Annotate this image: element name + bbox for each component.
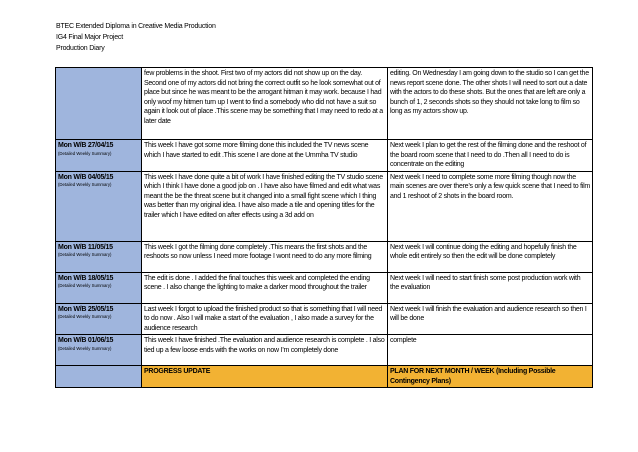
progress-cell: This week I have got some more filming done this included the TV news scene which I have started to edit .This scene I are done at the Ummha TV studio [142, 140, 388, 172]
plan-cell: Next week I plan to get the rest of the filming done and the reshoot of the board room scene that I need to do .Then all I need to do is concentrate on the editing [388, 140, 593, 172]
table-row [56, 272, 593, 303]
plan-cell: Next week I need to complete some more filming though now the main scenes are over there’s only a few quick scene that I need to film and 1 reshoot of 2 shots in the board room. [388, 171, 593, 241]
progress-cell: This week I have done quite a bit of work I have finished editing the TV studio scene which I think I have done a good job on . I have also have filmed and edit what was meant the be the threat scene but it changed into a small fight scene which I thing was better than my original idea. I have also made a tile and opening titles for the trailer which I have edited on after effects using a 3d add on [142, 171, 388, 241]
table-row [56, 140, 593, 172]
week-date: Mon W/B 01/06/15 [58, 337, 114, 344]
week-cell [56, 171, 142, 241]
week-summary-label: (Detailed Weekly Summary) [58, 345, 112, 351]
progress-cell: This week I got the filming done completely .This means the first shots and the reshoots so now unless I need more footage I wont need to do any more filming [142, 241, 388, 272]
week-summary-label: (Detailed Weekly Summary) [58, 252, 112, 257]
diary-title: Production Diary [56, 45, 105, 52]
plan-cell: Next week I will continue doing the editing and hopefully finish the whole edit entirely so then the edit will be done completely [388, 241, 593, 272]
document-header [56, 21, 216, 54]
table-row [56, 303, 593, 335]
table-row [56, 171, 593, 241]
plan-cell: Next week I will need to start finish some post production work with the evaluation [388, 272, 593, 303]
week-cell [56, 241, 142, 272]
week-summary-label: (Detailed Weekly Summary) [58, 182, 112, 187]
table-footer-row [56, 366, 593, 388]
footer-week-cell [56, 366, 142, 388]
progress-cell: Last week I forgot to upload the finished product so that is something that I will need to do now . Also I will make a start of the evaluation , I also made a survey for the audience research [142, 303, 388, 335]
project-title: IG4 Final Major Project [56, 34, 123, 41]
course-title: BTEC Extended Diploma in Creative Media Production [56, 23, 216, 30]
week-date: Mon W/B 27/04/15 [58, 142, 114, 149]
week-date: Mon W/B 04/05/15 [58, 173, 114, 181]
plan-cell: Next week I will finish the evaluation and audience research so then I will be done [388, 303, 593, 335]
progress-update-label: PROGRESS UPDATE [142, 366, 388, 388]
week-cell [56, 68, 142, 140]
progress-cell: The edit is done . I added the final touches this week and completed the ending scene . I also change the lighting to make a darker mood throughout the trailer [142, 272, 388, 303]
week-cell [56, 303, 142, 335]
table-row [56, 241, 593, 272]
table-row [56, 68, 593, 140]
progress-cell: few problems in the shoot. First two of my actors did not show up on the day. Second one of my actors did not bring the correct outfit so he look somewhat out of place but since he was meant to be the arrogant hitman it may work. because I had only woof my hitmen turn up I went to find a somebody who did not have a suit so again it look out of place .This scene may be something that I may need to redo at a later date [142, 68, 388, 140]
week-cell [56, 335, 142, 366]
plan-cell: editing. On Wednesday I am going down to the studio so I can get the news report scene done. The other shots I will need to sort out a date with the actors to do these shots. But the ones that are left are only a bunch of 1, 2 seconds shots so they should not take long to film so long as my actors show up. [388, 68, 593, 140]
plan-cell: complete [388, 335, 593, 366]
week-date: Mon W/B 25/05/15 [58, 305, 114, 313]
week-summary-label: (Detailed Weekly Summary) [58, 314, 112, 319]
plan-label: PLAN FOR NEXT MONTH / WEEK (Including Possible Contingency Plans) [388, 366, 593, 388]
week-summary-label: (Detailed Weekly Summary) [58, 283, 112, 288]
week-date: Mon W/B 11/05/15 [58, 243, 113, 251]
week-cell [56, 272, 142, 303]
production-diary-table [55, 67, 593, 388]
progress-cell: This week I have finished .The evaluation and audience research is complete . I also tied up a few loose ends with the works on now I’m completely done [142, 335, 388, 366]
table-row [56, 335, 593, 366]
week-cell [56, 140, 142, 172]
week-date: Mon W/B 18/05/15 [58, 274, 114, 282]
week-summary-label: (Detailed Weekly Summary) [58, 150, 112, 156]
